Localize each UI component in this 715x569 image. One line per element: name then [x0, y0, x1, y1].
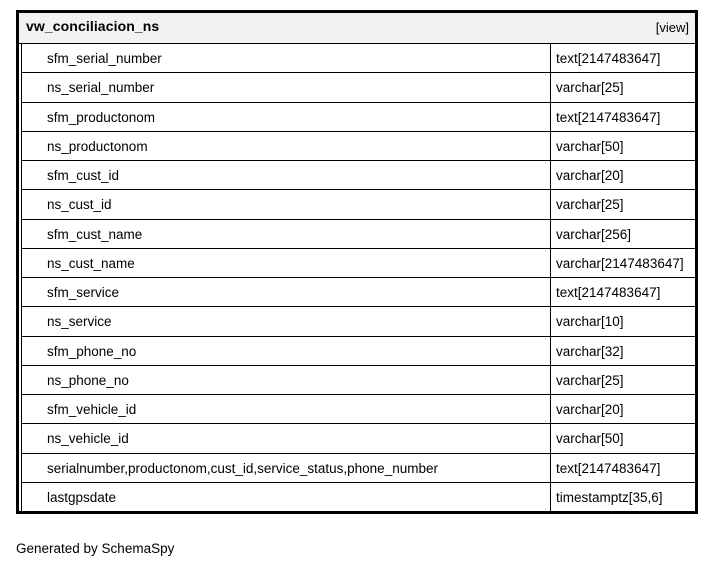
entity-header: [19, 13, 695, 44]
column-type-cell: [551, 249, 695, 277]
column-name[interactable]: sfm_cust_id: [47, 168, 120, 183]
column-type-cell: [551, 337, 695, 365]
entity-kind: [view]: [655, 20, 689, 35]
column-row: [21, 395, 695, 424]
column-type-cell: [551, 132, 695, 160]
column-type: varchar[32]: [556, 343, 624, 359]
column-type-cell: [551, 190, 695, 218]
column-type-cell: [551, 307, 695, 335]
column-type: varchar[50]: [556, 138, 624, 154]
column-type: text[2147483647]: [556, 285, 661, 300]
column-row: [21, 278, 695, 307]
column-row: [21, 132, 695, 161]
column-name[interactable]: ns_productonom: [47, 138, 148, 154]
column-row: [21, 366, 695, 395]
column-row: [21, 103, 695, 132]
column-name-cell: [21, 454, 551, 482]
column-type: text[2147483647]: [556, 51, 661, 66]
column-row: [21, 73, 695, 102]
column-name[interactable]: ns_vehicle_id: [47, 431, 129, 447]
column-type-cell: [551, 73, 695, 101]
column-row: [21, 424, 695, 453]
column-row: [21, 190, 695, 219]
column-type-cell: [551, 395, 695, 423]
column-type: varchar[256]: [556, 226, 632, 242]
column-name[interactable]: sfm_vehicle_id: [47, 402, 137, 417]
column-name-cell: [21, 424, 551, 452]
column-name-cell: [21, 366, 551, 394]
column-type: varchar[20]: [556, 168, 624, 183]
column-type: varchar[25]: [556, 197, 624, 213]
column-type-cell: [551, 366, 695, 394]
column-name[interactable]: sfm_productonom: [47, 109, 156, 125]
column-type-cell: [551, 483, 695, 512]
column-name[interactable]: ns_service: [47, 314, 112, 330]
column-name[interactable]: lastgpsdate: [47, 489, 117, 505]
column-type: varchar[2147483647]: [556, 255, 684, 271]
column-name-cell: [21, 103, 551, 131]
column-name-cell: [21, 220, 551, 248]
column-name-cell: [21, 190, 551, 218]
entity-table: [16, 10, 698, 514]
column-type: varchar[25]: [556, 80, 624, 96]
column-type: varchar[20]: [556, 402, 624, 417]
column-name-cell: [21, 278, 551, 306]
column-row: [21, 44, 695, 73]
column-name[interactable]: ns_serial_number: [47, 80, 155, 96]
column-row: [21, 337, 695, 366]
column-row: [21, 249, 695, 278]
column-row: [21, 307, 695, 336]
column-name[interactable]: sfm_serial_number: [47, 51, 162, 66]
column-name-cell: [21, 73, 551, 101]
column-type: varchar[25]: [556, 372, 624, 388]
column-type-cell: [551, 44, 695, 72]
column-type-cell: [551, 424, 695, 452]
column-row: [21, 483, 695, 512]
column-row: [21, 220, 695, 249]
column-name-cell: [21, 307, 551, 335]
column-row: [21, 454, 695, 483]
column-type: timestamptz[35,6]: [556, 489, 663, 505]
column-name[interactable]: sfm_service: [47, 285, 120, 300]
column-name-cell: [21, 337, 551, 365]
column-name[interactable]: serialnumber,productonom,cust_id,service_status,phone_number: [47, 460, 438, 476]
column-name-cell: [21, 483, 551, 512]
column-name-cell: [21, 132, 551, 160]
column-name-cell: [21, 395, 551, 423]
column-name-cell: [21, 161, 551, 189]
column-list: [21, 44, 695, 512]
column-name[interactable]: ns_cust_id: [47, 197, 112, 213]
column-name-cell: [21, 249, 551, 277]
column-type-cell: [551, 161, 695, 189]
column-name[interactable]: sfm_cust_name: [47, 226, 143, 242]
column-type: varchar[10]: [556, 314, 624, 330]
column-type: text[2147483647]: [556, 460, 661, 476]
column-name[interactable]: ns_cust_name: [47, 255, 135, 271]
column-type-cell: [551, 454, 695, 482]
column-type: varchar[50]: [556, 431, 624, 447]
column-type: text[2147483647]: [556, 109, 661, 125]
entity-name[interactable]: vw_conciliacion_ns: [26, 18, 160, 34]
column-name-cell: [21, 44, 551, 72]
column-row: [21, 161, 695, 190]
column-name[interactable]: sfm_phone_no: [47, 343, 137, 359]
column-type-cell: [551, 103, 695, 131]
column-type-cell: [551, 278, 695, 306]
generated-by-footer: Generated by SchemaSpy: [16, 541, 175, 556]
column-type-cell: [551, 220, 695, 248]
column-name[interactable]: ns_phone_no: [47, 372, 129, 388]
